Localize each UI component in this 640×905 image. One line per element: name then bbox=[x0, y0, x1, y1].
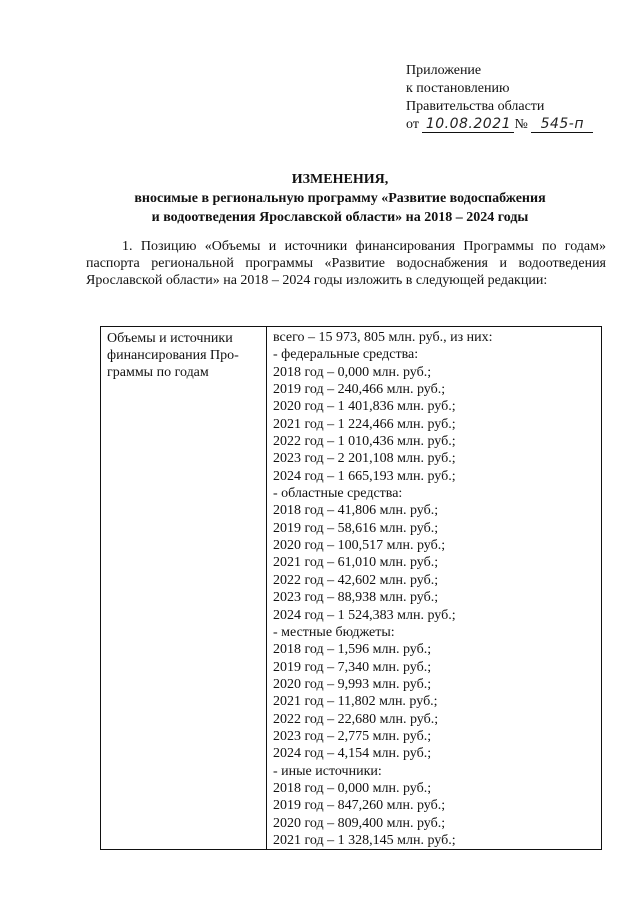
appendix-block bbox=[406, 62, 593, 134]
table-row: - областные средства: bbox=[273, 486, 403, 502]
number-sign: № bbox=[514, 117, 528, 132]
table-row: 2018 год – 1,596 млн. руб.; bbox=[273, 642, 432, 658]
table-row: 2018 год – 41,806 млн. руб.; bbox=[273, 503, 439, 519]
heading-subtitle-2: и водоотведения Ярославской области» на 2018 – 2024 годы bbox=[151, 210, 529, 225]
table-row: 2022 год – 1 010,436 млн. руб.; bbox=[273, 434, 456, 450]
heading-title: ИЗМЕНЕНИЯ, bbox=[291, 172, 389, 187]
table-row: - иные источники: bbox=[273, 763, 382, 779]
date-prefix: от bbox=[406, 117, 419, 132]
table-row: 2019 год – 847,260 млн. руб.; bbox=[273, 798, 446, 814]
table-row: 2019 год – 7,340 млн. руб.; bbox=[273, 659, 432, 675]
handwritten-date: 10.08.2021 bbox=[422, 117, 514, 133]
table-row: 2023 год – 88,938 млн. руб.; bbox=[273, 590, 439, 606]
intro-paragraph: 1. Позицию «Объемы и источники финансирования Программы по годам» паспорта региональной программы «Развитие водоснабжения и водоотведения Ярославской области» на 2018 – 2024 годы изложить в следующей редакции: bbox=[86, 239, 606, 288]
table-left-cell: Объемы и источники финансирования Про-граммы по годам bbox=[101, 327, 267, 849]
table-row: 2019 год – 58,616 млн. руб.; bbox=[273, 520, 439, 536]
financing-table bbox=[100, 326, 602, 850]
table-row: 2023 год – 2 201,108 млн. руб.; bbox=[273, 451, 456, 467]
table-right-cell bbox=[267, 327, 601, 849]
table-row: 2024 год – 1 665,193 млн. руб.; bbox=[273, 468, 456, 484]
appendix-line-1: Приложение bbox=[406, 63, 482, 78]
handwritten-number: 545-п bbox=[531, 117, 593, 133]
table-row: 2024 год – 1 524,383 млн. руб.; bbox=[273, 607, 456, 623]
table-row: 2021 год – 1 328,145 млн. руб.; bbox=[273, 832, 456, 848]
table-row: 2019 год – 240,466 млн. руб.; bbox=[273, 382, 446, 398]
appendix-line-2: к постановлению bbox=[406, 81, 510, 96]
table-row: 2022 год – 22,680 млн. руб.; bbox=[273, 711, 439, 727]
table-row: - местные бюджеты: bbox=[273, 624, 395, 640]
table-row: - федеральные средства: bbox=[273, 347, 419, 363]
table-row: 2020 год – 100,517 млн. руб.; bbox=[273, 538, 446, 554]
table-row: 2021 год – 1 224,466 млн. руб.; bbox=[273, 416, 456, 432]
appendix-line-3: Правительства области bbox=[406, 99, 545, 114]
table-row: 2018 год – 0,000 млн. руб.; bbox=[273, 780, 432, 796]
heading-subtitle-1: вносимые в региональную программу «Развитие водоспабжения bbox=[134, 191, 546, 206]
table-row: 2021 год – 61,010 млн. руб.; bbox=[273, 555, 439, 571]
table-row: 2020 год – 809,400 млн. руб.; bbox=[273, 815, 446, 831]
table-row: 2021 год – 11,802 млн. руб.; bbox=[273, 694, 438, 710]
table-row: 2020 год – 9,993 млн. руб.; bbox=[273, 676, 432, 692]
table-row: 2023 год – 2,775 млн. руб.; bbox=[273, 728, 432, 744]
appendix-date-line bbox=[406, 116, 593, 134]
document-heading bbox=[80, 170, 600, 227]
table-row: 2024 год – 4,154 млн. руб.; bbox=[273, 746, 432, 762]
table-row: всего – 15 973, 805 млн. руб., из них: bbox=[273, 330, 493, 345]
table-row: 2022 год – 42,602 млн. руб.; bbox=[273, 572, 439, 588]
table-row: 2020 год – 1 401,836 млн. руб.; bbox=[273, 399, 456, 415]
table-row: 2018 год – 0,000 млн. руб.; bbox=[273, 364, 432, 380]
